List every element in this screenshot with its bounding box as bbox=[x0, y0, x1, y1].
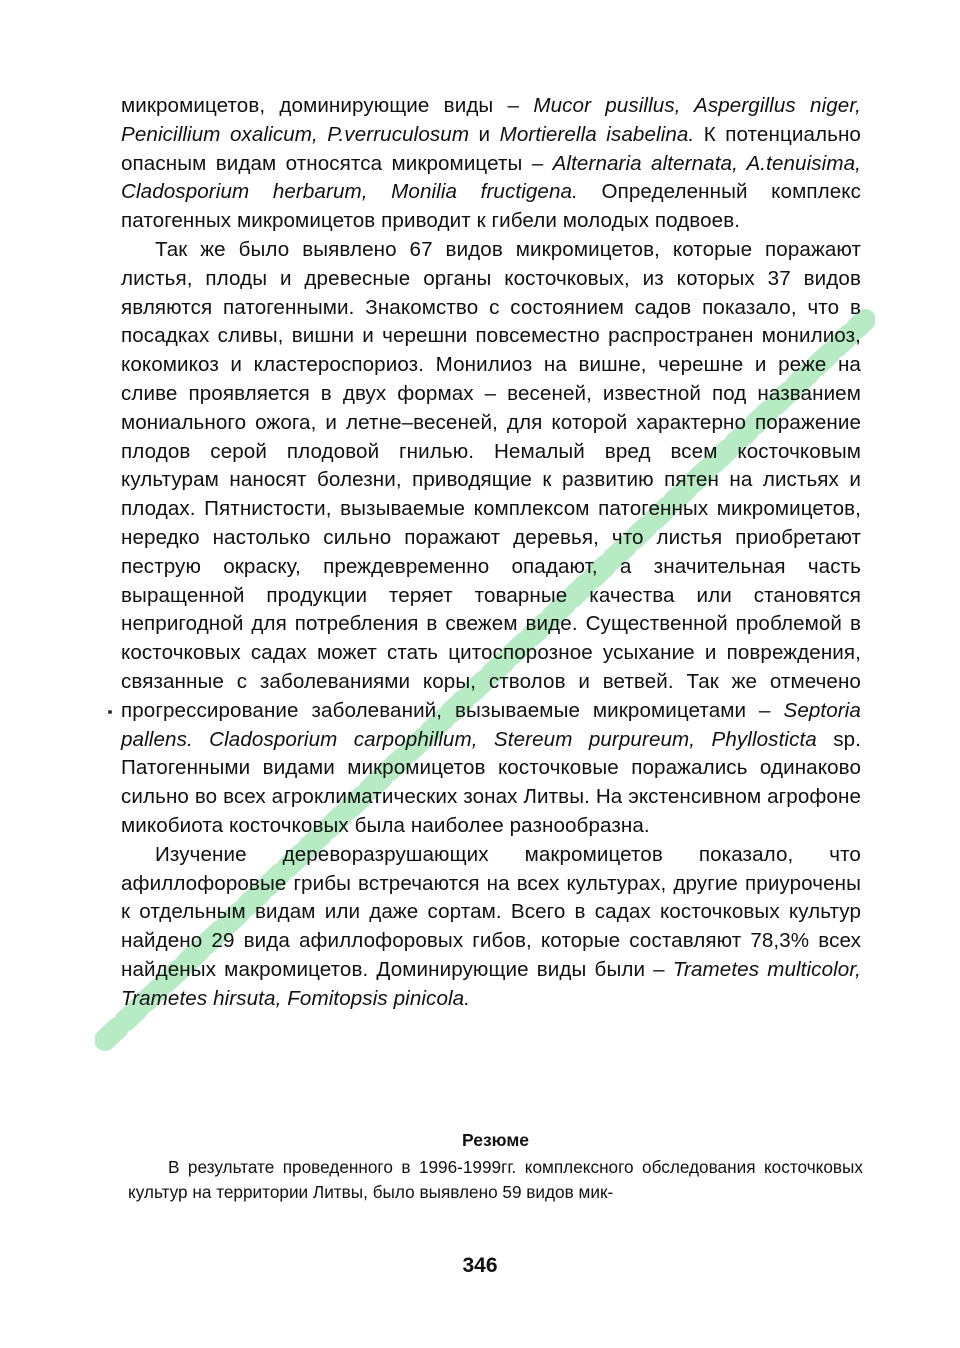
text-run: Определенный комплекс патогенных микромицетов приводит к гибели молодых подвоев. bbox=[121, 180, 861, 233]
paragraph-2 bbox=[121, 236, 861, 841]
body-text bbox=[121, 92, 861, 1014]
text-run: и bbox=[469, 122, 500, 146]
latin-species-name: Mucor pusillus, Aspergillus niger, Penicillium oxalicum, P.verruculosum bbox=[121, 94, 861, 146]
text-run: микромицетов, доминирующие виды – bbox=[121, 94, 534, 117]
page-number: 346 bbox=[462, 1254, 498, 1277]
text-run: Изучение дереворазрушающих макромицетов показало, что афиллофоровые грибы встречаются на всех культурах, другие приурочены к отдельным видам или даже сортам. Всего в садах косточковых культур найдено 29 вида афиллофоровых гибов, которые составляют 78,3% всех найденых макромицетов. Доминирующие виды были – bbox=[121, 842, 861, 981]
summary-heading: Резюме bbox=[461, 1130, 530, 1150]
paragraph-1 bbox=[121, 92, 861, 236]
text-run: К потенциально опасным видам относятса микромицеты – bbox=[121, 122, 861, 175]
latin-species-name: Alternaria alternata, A.tenuisima, Cladosporium herbarum, Monilia fructigena. bbox=[121, 151, 861, 204]
text-run: Так же было выявлено 67 видов микромицетов, которые поражают листья, плоды и древесные органы косточковых, из которых 37 видов являются патогенными. Знакомство с состоянием садов показало, что в посадках сливы, вишни и черешни повсеместно распространен монилиоз, кокомикоз и кластероспориоз. Монилиоз на вишне, черешне и реже на сливе проявляется в двух формах – весеней, известной под названием мониального ожога, и летне–весеней, для которой характерно поражение плодов серой плодовой гнилью. Немалый вред всем косточковым культурам наносят болезни, приводящие к развитию пятен на листьях и плодах. Пятнистости, вызываемые комплексом патогенных микромицетов, нередко настолько сильно поражают деревья, что листья приобретают пеструю окраску, преждевременно опадают, а значительная часть выращенной продукции теряет товарные качества или становятся непригодной для потребления в свежем виде. Существенной проблемой в косточковых садах может стать цитоспорозное усыхание и повреждения, связанные с заболеваниями коры, стволов и ветвей. Так же отмечено прогрессирование заболеваний, вызываемые микромицетами – bbox=[121, 237, 861, 722]
margin-mark bbox=[108, 710, 112, 714]
latin-species-name: Mortierella isabelina. bbox=[499, 122, 695, 146]
latin-species-name: Septoria pallens. Cladosporium carpophillum, Stereum purpureum, Phyllosticta bbox=[121, 698, 861, 751]
summary-text: В результате проведенного в 1996-1999гг. комплексного обследования косточковых культур на территории Литвы, было выявлено 59 видов мик- bbox=[128, 1157, 863, 1202]
text-run: sp. Патогенными видами микромицетов косточковые поражались одинаково сильно во всех агроклиматических зонах Литвы. На экстенсивном агрофоне микобиота косточковых была наиболее разнообразна. bbox=[121, 727, 861, 837]
paragraph-3 bbox=[121, 841, 861, 1014]
summary-section bbox=[128, 1128, 863, 1205]
latin-species-name: Trametes multicolor, Trametes hirsuta, Fomitopsis pinicola. bbox=[121, 957, 861, 1010]
